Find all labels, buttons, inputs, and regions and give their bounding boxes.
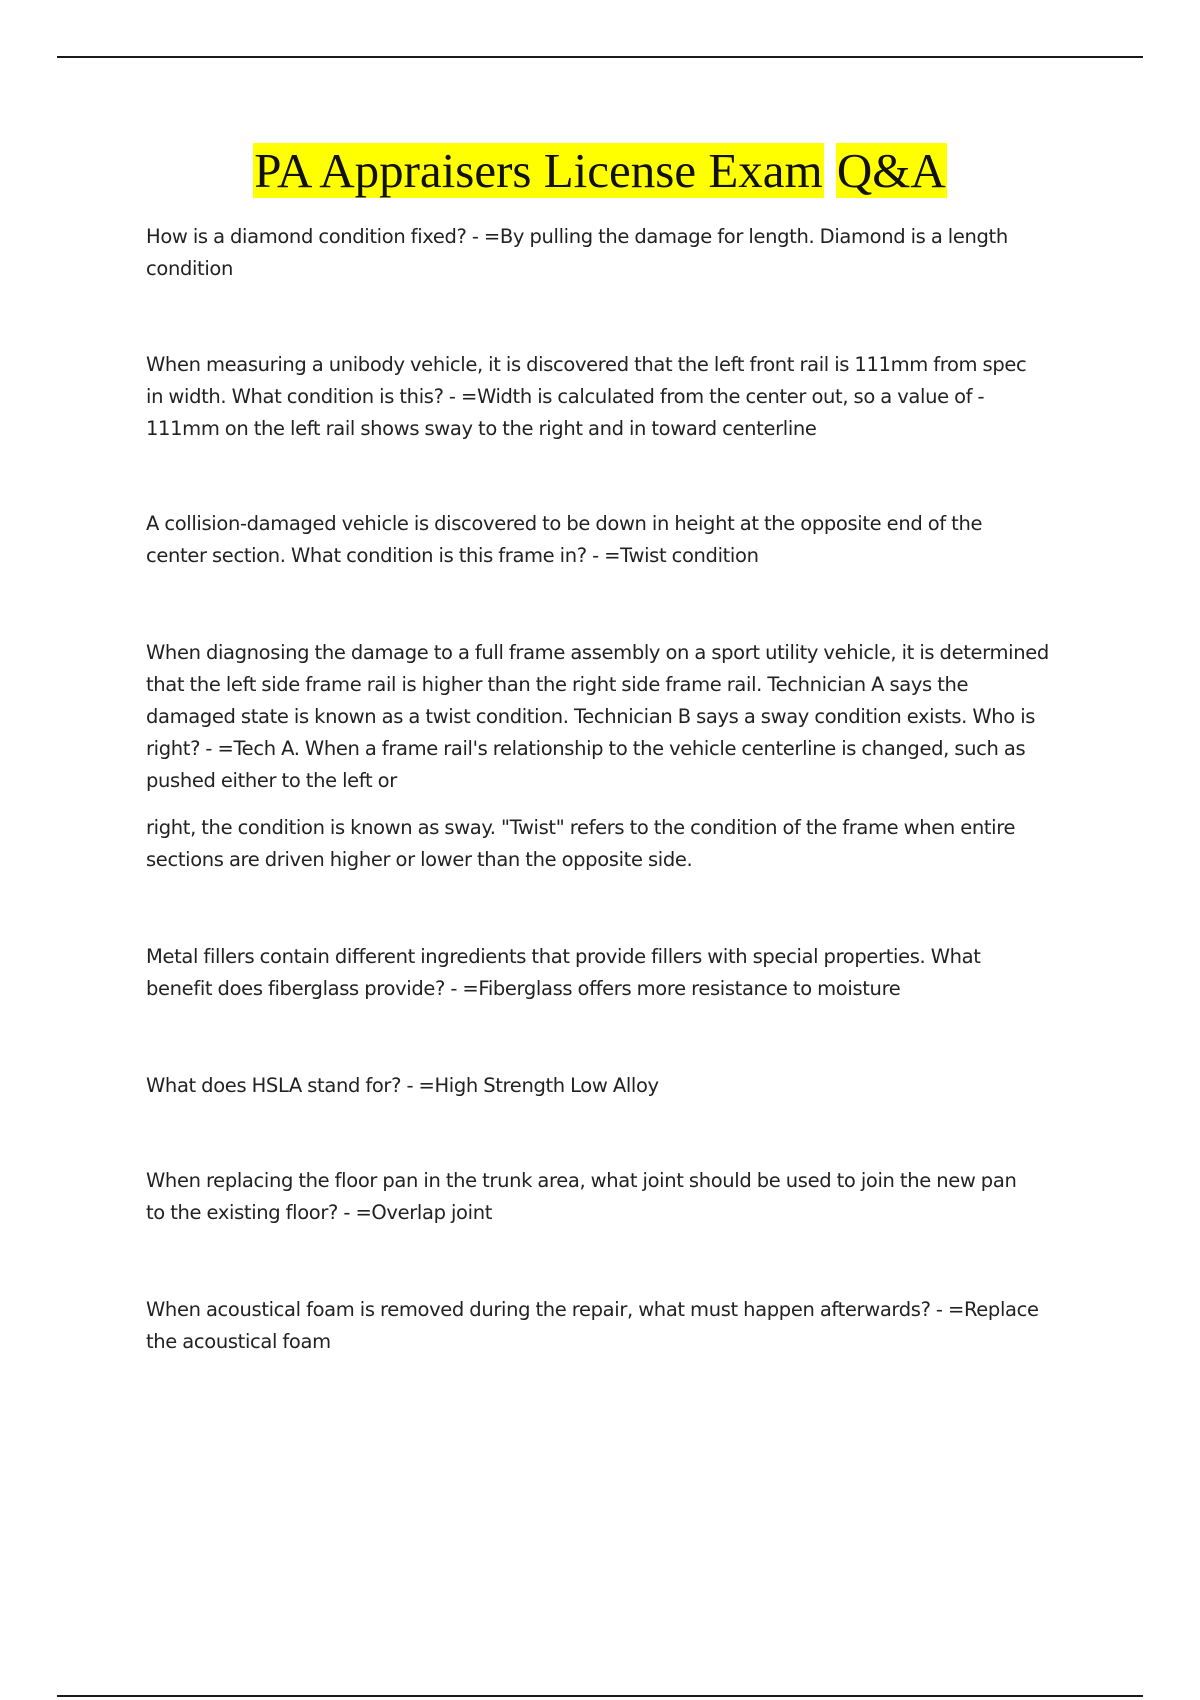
title-highlight-qa: Q&A xyxy=(836,143,946,198)
text-line: When diagnosing the damage to a full frame assembly on a sport utility vehicle, it is determined xyxy=(146,641,1049,664)
text-line: How is a diamond condition fixed? - =By pulling the damage for length. Diamond is a length xyxy=(146,225,1008,248)
title-highlight-main: PA Appraisers License Exam xyxy=(254,143,823,198)
text-line: center section. What condition is this frame in? - =Twist condition xyxy=(146,544,759,567)
text-line: pushed either to the left or xyxy=(146,769,397,792)
text-line: When measuring a unibody vehicle, it is discovered that the left front rail is 111mm from spec xyxy=(146,353,1027,376)
text-line: 111mm on the left rail shows sway to the right and in toward centerline xyxy=(146,417,817,440)
qa-entry-metal-fillers xyxy=(146,941,1096,1005)
top-divider xyxy=(57,56,1143,58)
page-title xyxy=(0,140,1200,202)
text-line: Metal fillers contain different ingredients that provide fillers with special properties. What xyxy=(146,945,981,968)
qa-entry-unibody-width xyxy=(146,349,1096,445)
qa-entry-frame-rail-diagnosis xyxy=(146,637,1096,797)
qa-entry-twist-condition xyxy=(146,508,1096,572)
text-line: A collision-damaged vehicle is discovered to be down in height at the opposite end of the xyxy=(146,512,983,535)
text-line: benefit does fiberglass provide? - =Fiberglass offers more resistance to moisture xyxy=(146,977,901,1000)
qa-entry-acoustical-foam xyxy=(146,1294,1096,1358)
text-line: damaged state is known as a twist condition. Technician B says a sway condition exists. Who is xyxy=(146,705,1036,728)
text-line: condition xyxy=(146,257,234,280)
qa-entry-hsla xyxy=(146,1070,1096,1102)
text-line: When acoustical foam is removed during the repair, what must happen afterwards? - =Replace xyxy=(146,1298,1039,1321)
text-line: What does HSLA stand for? - =High Strength Low Alloy xyxy=(146,1074,659,1097)
qa-entry-frame-rail-continued xyxy=(146,812,1096,876)
text-line: that the left side frame rail is higher than the right side frame rail. Technician A says the xyxy=(146,673,969,696)
bottom-divider xyxy=(57,1695,1143,1697)
text-line: sections are driven higher or lower than the opposite side. xyxy=(146,848,693,871)
text-line: the acoustical foam xyxy=(146,1330,331,1353)
qa-entry-diamond-condition xyxy=(146,221,1096,285)
qa-entry-floor-pan xyxy=(146,1165,1096,1229)
text-line: right, the condition is known as sway. "Twist" refers to the condition of the frame when entire xyxy=(146,816,1016,839)
text-line: right? - =Tech A. When a frame rail's relationship to the vehicle centerline is changed, such as xyxy=(146,737,1026,760)
text-line: in width. What condition is this? - =Width is calculated from the center out, so a value of - xyxy=(146,385,985,408)
text-line: When replacing the floor pan in the trunk area, what joint should be used to join the new pan xyxy=(146,1169,1017,1192)
text-line: to the existing floor? - =Overlap joint xyxy=(146,1201,492,1224)
